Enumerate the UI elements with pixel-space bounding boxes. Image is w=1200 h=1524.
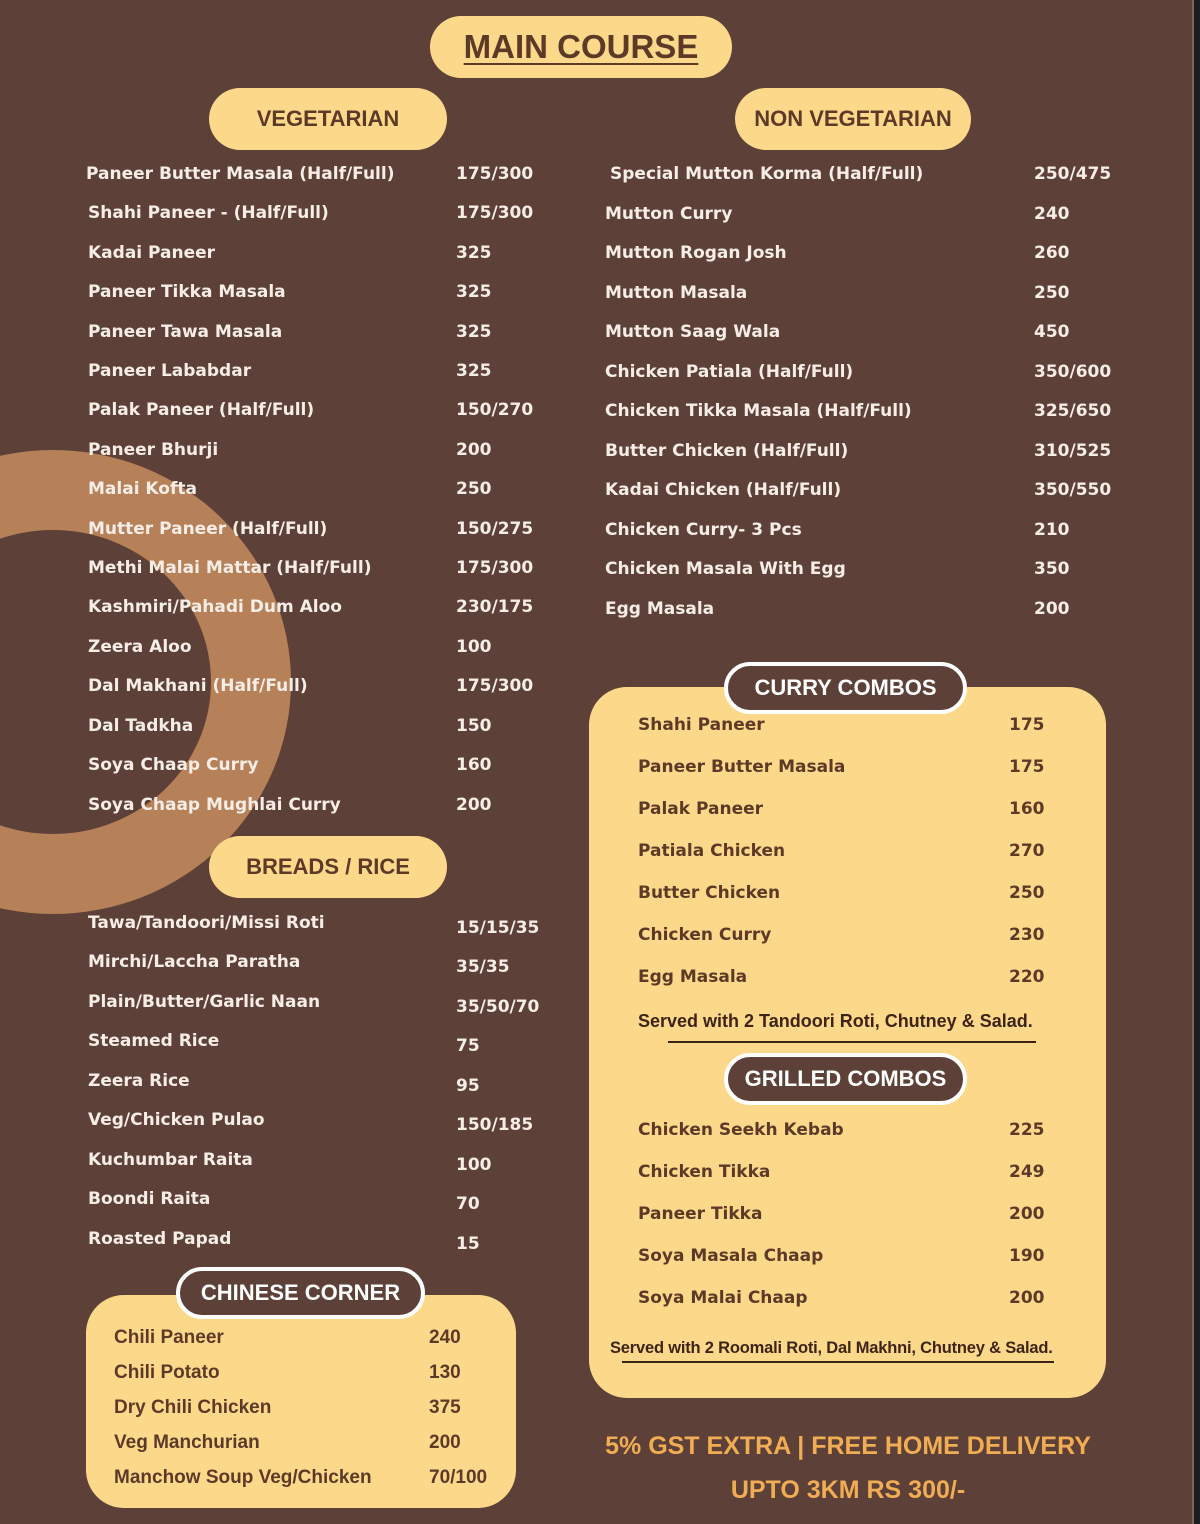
item-name: Kashmiri/Pahadi Dum Aloo [88,597,342,617]
item-price: 175/300 [456,203,534,223]
item-price: 260 [1034,243,1070,263]
menu-item [638,925,1045,945]
item-name: Mutton Curry [605,204,733,224]
item-price: 230/175 [456,597,534,617]
grilled-combos-note: Served with 2 Roomali Roti, Dal Makhni, Chutney & Salad. [610,1339,1053,1357]
menu-item [605,322,1070,342]
item-name: Chicken Tikka [638,1162,771,1182]
menu-item [605,362,1112,382]
item-name: Paneer Lababdar [88,361,252,381]
item-price: 150 [456,716,492,736]
item-name: Chicken Tikka Masala (Half/Full) [605,401,912,421]
menu-item [638,1204,1045,1224]
item-price: 250 [1034,283,1070,303]
item-name: Butter Chicken [638,883,781,903]
item-price: 15 [456,1234,480,1254]
menu-item [88,361,492,381]
item-name: Patiala Chicken [638,841,786,861]
item-name: Soya Masala Chaap [638,1246,824,1266]
menu-item [88,1031,480,1056]
item-price: 250 [1009,883,1045,903]
item-price: 325 [456,322,492,342]
item-name: Veg Manchurian [114,1432,260,1453]
item-price: 240 [429,1327,461,1348]
menu-item [88,676,534,696]
item-price: 210 [1034,520,1070,540]
item-name: Zeera Rice [88,1071,190,1091]
item-price: 175 [1009,757,1045,777]
item-price: 325/650 [1034,401,1112,421]
section-heading-grilled-combos: GRILLED COMBOS [724,1053,967,1105]
menu-item [638,715,1045,735]
menu-item [605,599,1070,619]
item-price: 250/475 [1034,164,1112,184]
menu-item [88,952,510,977]
item-price: 175 [1009,715,1045,735]
item-price: 270 [1009,841,1045,861]
item-price: 70/100 [429,1467,488,1488]
item-name: Paneer Tikka Masala [88,282,286,302]
item-name: Paneer Butter Masala (Half/Full) [86,164,395,184]
menu-item [114,1467,488,1489]
item-name: Kadai Paneer [88,243,216,263]
menu-item [638,841,1045,861]
menu-item [638,757,1045,777]
item-price: 375 [429,1397,461,1418]
item-name: Egg Masala [605,599,715,619]
menu-item [88,203,534,223]
menu-item [88,637,492,657]
item-price: 249 [1009,1162,1045,1182]
item-name: Paneer Butter Masala [638,757,846,777]
menu-item [88,558,534,578]
item-name: Palak Paneer [638,799,764,819]
item-price: 190 [1009,1246,1045,1266]
menu-item [114,1327,461,1349]
curry-combos-divider [668,1041,1036,1043]
menu-item [638,799,1045,819]
item-price: 35/35 [456,957,510,977]
item-name: Paneer Tawa Masala [88,322,283,342]
item-name: Boondi Raita [88,1189,211,1209]
item-name: Paneer Tikka [638,1204,763,1224]
grilled-combos-underline [622,1361,1054,1363]
item-name: Paneer Bhurji [88,440,219,460]
page-title [430,16,732,78]
menu-item [88,795,492,815]
item-price: 75 [456,1036,480,1056]
menu-item [605,204,1070,224]
menu-item [88,322,492,342]
item-name: Egg Masala [638,967,748,987]
item-name: Chili Paneer [114,1327,224,1348]
item-price: 175/300 [456,164,534,184]
item-price: 200 [1034,599,1070,619]
menu-item [88,913,540,938]
item-price: 240 [1034,204,1070,224]
item-price: 150/275 [456,519,534,539]
item-price: 160 [1009,799,1045,819]
item-price: 130 [429,1362,461,1383]
item-name: Chicken Curry- 3 Pcs [605,520,802,540]
item-name: Mutton Masala [605,283,748,303]
item-price: 220 [1009,967,1045,987]
item-name: Mirchi/Laccha Paratha [88,952,301,972]
item-name: Mutton Saag Wala [605,322,781,342]
item-name: Soya Chaap Curry [88,755,259,775]
item-price: 100 [456,637,492,657]
item-name: Dal Tadkha [88,716,194,736]
menu-item [88,1229,480,1254]
item-name: Veg/Chicken Pulao [88,1110,265,1130]
item-price: 200 [456,440,492,460]
item-price: 200 [1009,1204,1045,1224]
item-price: 250 [456,479,492,499]
item-price: 175/300 [456,558,534,578]
item-price: 450 [1034,322,1070,342]
item-price: 350/600 [1034,362,1112,382]
menu-item [605,559,1070,579]
menu-item [114,1432,461,1454]
item-name: Shahi Paneer - (Half/Full) [88,203,329,223]
item-name: Palak Paneer (Half/Full) [88,400,315,420]
item-price: 95 [456,1076,480,1096]
item-name: Shahi Paneer [638,715,765,735]
item-name: Plain/Butter/Garlic Naan [88,992,321,1012]
item-name: Methi Malai Mattar (Half/Full) [88,558,372,578]
item-price: 100 [456,1155,492,1175]
right-edge-strip [1192,0,1200,1524]
menu-item [605,480,1112,500]
item-name: Dal Makhani (Half/Full) [88,676,308,696]
footer-delivery-charge: UPTO 3KM RS 300/- [730,1476,966,1504]
item-price: 350 [1034,559,1070,579]
item-name: Kadai Chicken (Half/Full) [605,480,842,500]
item-name: Roasted Papad [88,1229,232,1249]
item-name: Zeera Aloo [88,637,192,657]
section-heading-curry-combos: CURRY COMBOS [724,662,967,714]
menu-item [638,883,1045,903]
item-price: 70 [456,1194,480,1214]
item-price: 325 [456,282,492,302]
item-name: Kuchumbar Raita [88,1150,253,1170]
item-name: Special Mutton Korma (Half/Full) [610,164,924,184]
item-name: Chicken Masala With Egg [605,559,846,579]
menu-item [638,1120,1045,1140]
item-name: Butter Chicken (Half/Full) [605,441,849,461]
item-name: Soya Chaap Mughlai Curry [88,795,341,815]
item-price: 150/270 [456,400,534,420]
item-price: 160 [456,755,492,775]
item-price: 350/550 [1034,480,1112,500]
menu-item [88,243,492,263]
item-name: Malai Kofta [88,479,197,499]
section-heading-vegetarian: VEGETARIAN [209,88,447,150]
curry-combos-note: Served with 2 Tandoori Roti, Chutney & Salad. [638,1011,1033,1031]
menu-item [605,520,1070,540]
page-title-text: MAIN COURSE [463,28,699,65]
item-name: Chicken Patiala (Half/Full) [605,362,854,382]
menu-item [88,992,540,1017]
menu-item [88,597,534,617]
menu-item [114,1397,461,1419]
item-price: 175/300 [456,676,534,696]
item-name: Soya Malai Chaap [638,1288,808,1308]
item-name: Mutter Paneer (Half/Full) [88,519,328,539]
menu-item [88,716,492,736]
item-price: 225 [1009,1120,1045,1140]
section-heading-non-vegetarian: NON VEGETARIAN [735,88,971,150]
item-price: 310/525 [1034,441,1112,461]
item-price: 35/50/70 [456,997,540,1017]
item-price: 200 [1009,1288,1045,1308]
menu-item [88,1110,534,1135]
item-price: 325 [456,361,492,381]
item-name: Manchow Soup Veg/Chicken [114,1467,372,1488]
item-name: Chicken Seekh Kebab [638,1120,844,1140]
menu-item [605,441,1112,461]
menu-item [605,243,1070,263]
section-heading-chinese-corner: CHINESE CORNER [176,1267,425,1319]
item-price: 200 [429,1432,461,1453]
item-name: Chicken Curry [638,925,772,945]
item-name: Chili Potato [114,1362,220,1383]
menu-item [114,1362,461,1384]
menu-item [88,479,492,499]
menu-item [86,164,534,184]
menu-item [88,440,492,460]
item-name: Steamed Rice [88,1031,220,1051]
menu-item [638,1162,1045,1182]
item-price: 230 [1009,925,1045,945]
item-price: 200 [456,795,492,815]
footer-gst-delivery: 5% GST EXTRA | FREE HOME DELIVERY [605,1432,1091,1460]
menu-item [88,1189,480,1214]
item-name: Dry Chili Chicken [114,1397,272,1418]
menu-item [88,755,492,775]
menu-item [605,401,1112,421]
menu-item [638,1246,1045,1266]
item-price: 150/185 [456,1115,534,1135]
menu-item [88,519,534,539]
item-name: Tawa/Tandoori/Missi Roti [88,913,325,933]
menu-item [88,400,534,420]
menu-item [638,967,1045,987]
menu-item [88,1150,492,1175]
item-price: 15/15/35 [456,918,540,938]
menu-item [88,282,492,302]
menu-item [605,164,1112,184]
item-price: 325 [456,243,492,263]
menu-item [88,1071,480,1096]
menu-item [638,1288,1045,1308]
item-name: Mutton Rogan Josh [605,243,787,263]
menu-item [605,283,1070,303]
section-heading-breads-rice: BREADS / RICE [209,836,447,898]
